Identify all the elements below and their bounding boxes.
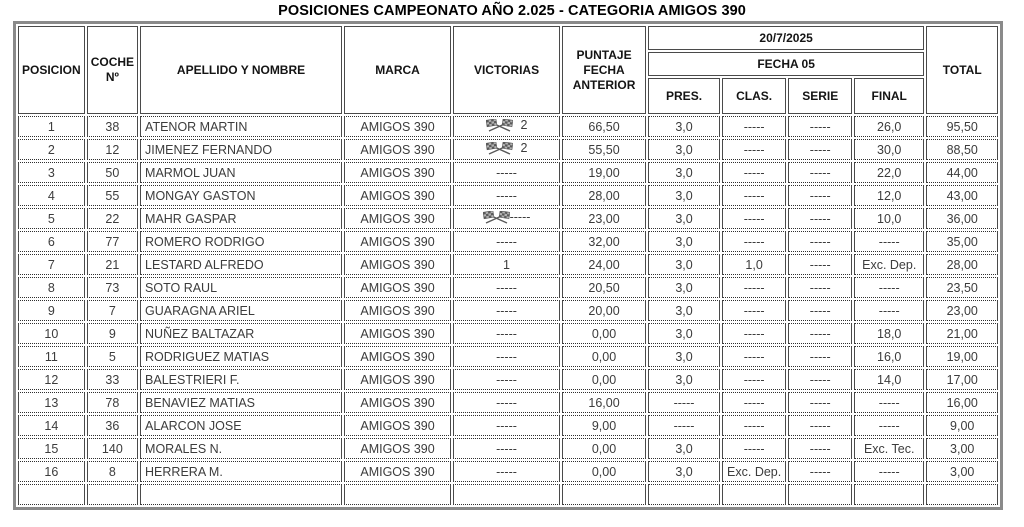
- cell-clas: -----: [722, 162, 786, 183]
- cell-final: -----: [854, 231, 924, 252]
- cell-nombre: MARMOL JUAN: [140, 162, 342, 183]
- cell-clas: -----: [722, 116, 786, 137]
- cell-coche: 38: [87, 116, 138, 137]
- col-header-pres: PRES.: [648, 78, 720, 114]
- cell-clas: -----: [722, 323, 786, 344]
- cell-victorias: -----: [453, 369, 560, 390]
- cell-marca: AMIGOS 390: [344, 254, 451, 275]
- cell-serie: -----: [788, 392, 852, 413]
- cell-serie: -----: [788, 139, 852, 160]
- cell-total: 23,50: [926, 277, 998, 298]
- cell-clas: -----: [722, 139, 786, 160]
- cell-marca: AMIGOS 390: [344, 369, 451, 390]
- cell-nombre: ATENOR MARTIN: [140, 116, 342, 137]
- cell-coche: 33: [87, 369, 138, 390]
- cell-pres: 3,0: [648, 323, 720, 344]
- cell-pres: 3,0: [648, 185, 720, 206]
- cell-marca: AMIGOS 390: [344, 415, 451, 436]
- cell-final: 30,0: [854, 139, 924, 160]
- cell-victorias: -----: [453, 323, 560, 344]
- table-row: [18, 369, 998, 390]
- cell-puntaje: 23,00: [562, 208, 646, 229]
- cell-coche: 21: [87, 254, 138, 275]
- cell-total: 43,00: [926, 185, 998, 206]
- cell-final: Exc. Dep.: [854, 254, 924, 275]
- cell-marca: AMIGOS 390: [344, 300, 451, 321]
- table-row: [18, 116, 998, 137]
- cell-total: 17,00: [926, 369, 998, 390]
- cell-final: 22,0: [854, 162, 924, 183]
- cell-coche: 50: [87, 162, 138, 183]
- cell-marca: AMIGOS 390: [344, 438, 451, 459]
- cell-coche: 55: [87, 185, 138, 206]
- cell-pres: 3,0: [648, 369, 720, 390]
- col-header-coche: COCHE Nº: [87, 26, 138, 114]
- cell-victorias: -----: [453, 185, 560, 206]
- cell-puntaje: 0,00: [562, 369, 646, 390]
- table-row: [18, 415, 998, 436]
- cell-final: 26,0: [854, 116, 924, 137]
- cell-final: 12,0: [854, 185, 924, 206]
- table-row: [18, 438, 998, 459]
- cell-clas: -----: [722, 415, 786, 436]
- cell-pres: 3,0: [648, 208, 720, 229]
- cell-posicion: 16: [18, 461, 85, 482]
- cell-pres: 3,0: [648, 300, 720, 321]
- table-row: [18, 277, 998, 298]
- victorias-text: -----: [509, 210, 531, 225]
- table-row: [18, 392, 998, 413]
- cell-posicion: 8: [18, 277, 85, 298]
- cell-serie: -----: [788, 300, 852, 321]
- cell-victorias: -----: [453, 415, 560, 436]
- cell-coche: 5: [87, 346, 138, 367]
- cell-puntaje: 32,00: [562, 231, 646, 252]
- cell-posicion: 6: [18, 231, 85, 252]
- cell-serie: -----: [788, 254, 852, 275]
- col-header-puntaje-anterior: PUNTAJE FECHA ANTERIOR: [562, 26, 646, 114]
- cell-puntaje: 0,00: [562, 461, 646, 482]
- cell-total: 95,50: [926, 116, 998, 137]
- cell-clas: Exc. Dep.: [722, 461, 786, 482]
- col-header-victorias: VICTORIAS: [453, 26, 560, 114]
- cell-total: 19,00: [926, 346, 998, 367]
- standings-table-frame: [13, 21, 1003, 510]
- cell-total: 88,50: [926, 139, 998, 160]
- cell-marca: AMIGOS 390: [344, 139, 451, 160]
- cell-victorias: -----: [453, 438, 560, 459]
- cell-pres: 3,0: [648, 254, 720, 275]
- standings-body: [18, 116, 998, 505]
- cell-total: 21,00: [926, 323, 998, 344]
- cell-marca: AMIGOS 390: [344, 392, 451, 413]
- cell-pres: 3,0: [648, 231, 720, 252]
- cell-victorias: -----: [453, 461, 560, 482]
- cell-victorias: -----: [453, 300, 560, 321]
- cell-nombre: [140, 484, 342, 505]
- cell-victorias: -----: [453, 277, 560, 298]
- cell-marca: AMIGOS 390: [344, 346, 451, 367]
- cell-coche: [87, 484, 138, 505]
- cell-marca: AMIGOS 390: [344, 231, 451, 252]
- col-header-marca: MARCA: [344, 26, 451, 114]
- cell-victorias: -----: [453, 346, 560, 367]
- cell-pres: 3,0: [648, 116, 720, 137]
- cell-posicion: 7: [18, 254, 85, 275]
- cell-victorias: -----: [453, 392, 560, 413]
- page-title: POSICIONES CAMPEONATO AÑO 2.025 - CATEGORIA AMIGOS 390: [278, 3, 746, 19]
- cell-pres: 3,0: [648, 162, 720, 183]
- cell-clas: -----: [722, 369, 786, 390]
- cell-nombre: MAHR GASPAR: [140, 208, 342, 229]
- cell-clas: -----: [722, 208, 786, 229]
- cell-nombre: MONGAY GASTON: [140, 185, 342, 206]
- empty-row: [18, 484, 998, 505]
- cell-marca: AMIGOS 390: [344, 162, 451, 183]
- cell-victorias: 1: [453, 254, 560, 275]
- cell-pres: 3,0: [648, 461, 720, 482]
- cell-serie: -----: [788, 162, 852, 183]
- cell-serie: -----: [788, 461, 852, 482]
- cell-clas: 1,0: [722, 254, 786, 275]
- cell-pres: [648, 484, 720, 505]
- cell-total: 3,00: [926, 438, 998, 459]
- cell-coche: 8: [87, 461, 138, 482]
- cell-victorias: [453, 484, 560, 505]
- cell-coche: 22: [87, 208, 138, 229]
- cell-posicion: 3: [18, 162, 85, 183]
- table-row: [18, 231, 998, 252]
- table-row: [18, 185, 998, 206]
- cell-final: 16,0: [854, 346, 924, 367]
- cell-clas: -----: [722, 185, 786, 206]
- cell-coche: 12: [87, 139, 138, 160]
- table-row: [18, 139, 998, 160]
- cell-puntaje: 28,00: [562, 185, 646, 206]
- cell-total: 28,00: [926, 254, 998, 275]
- table-row: [18, 208, 998, 229]
- cell-nombre: BENAVIEZ MATIAS: [140, 392, 342, 413]
- cell-posicion: 12: [18, 369, 85, 390]
- cell-nombre: RODRIGUEZ MATIAS: [140, 346, 342, 367]
- cell-serie: -----: [788, 208, 852, 229]
- cell-puntaje: [562, 484, 646, 505]
- table-row: [18, 323, 998, 344]
- cell-clas: [722, 484, 786, 505]
- cell-serie: -----: [788, 185, 852, 206]
- table-row: [18, 162, 998, 183]
- cell-coche: 36: [87, 415, 138, 436]
- cell-marca: [344, 484, 451, 505]
- cell-coche: 9: [87, 323, 138, 344]
- cell-marca: AMIGOS 390: [344, 323, 451, 344]
- cell-nombre: LESTARD ALFREDO: [140, 254, 342, 275]
- cell-nombre: GUARAGNA ARIEL: [140, 300, 342, 321]
- cell-marca: AMIGOS 390: [344, 116, 451, 137]
- cell-marca: AMIGOS 390: [344, 208, 451, 229]
- cell-puntaje: 55,50: [562, 139, 646, 160]
- cell-clas: -----: [722, 392, 786, 413]
- cell-posicion: 14: [18, 415, 85, 436]
- cell-coche: 73: [87, 277, 138, 298]
- cell-pres: 3,0: [648, 346, 720, 367]
- standings-table: [16, 24, 1000, 507]
- cell-marca: AMIGOS 390: [344, 461, 451, 482]
- cell-posicion: [18, 484, 85, 505]
- cell-pres: -----: [648, 392, 720, 413]
- cell-posicion: 9: [18, 300, 85, 321]
- cell-puntaje: 0,00: [562, 346, 646, 367]
- cell-final: -----: [854, 392, 924, 413]
- cell-puntaje: 20,50: [562, 277, 646, 298]
- cell-final: Exc. Tec.: [854, 438, 924, 459]
- cell-nombre: JIMENEZ FERNANDO: [140, 139, 342, 160]
- cell-coche: 140: [87, 438, 138, 459]
- cell-total: 44,00: [926, 162, 998, 183]
- col-header-posicion: POSICION: [18, 26, 85, 114]
- cell-marca: AMIGOS 390: [344, 277, 451, 298]
- cell-nombre: ROMERO RODRIGO: [140, 231, 342, 252]
- cell-posicion: 11: [18, 346, 85, 367]
- table-row: [18, 461, 998, 482]
- cell-puntaje: 0,00: [562, 438, 646, 459]
- cell-total: [926, 484, 998, 505]
- cell-serie: -----: [788, 277, 852, 298]
- victorias-text: 2: [520, 141, 528, 156]
- cell-total: 16,00: [926, 392, 998, 413]
- cell-clas: -----: [722, 300, 786, 321]
- cell-posicion: 1: [18, 116, 85, 137]
- cell-puntaje: 9,00: [562, 415, 646, 436]
- cell-puntaje: 19,00: [562, 162, 646, 183]
- cell-marca: AMIGOS 390: [344, 185, 451, 206]
- cell-total: 35,00: [926, 231, 998, 252]
- cell-final: [854, 484, 924, 505]
- cell-final: -----: [854, 277, 924, 298]
- cell-nombre: HERRERA M.: [140, 461, 342, 482]
- cell-coche: 78: [87, 392, 138, 413]
- header-fecha-label: FECHA 05: [648, 52, 924, 76]
- cell-posicion: 5: [18, 208, 85, 229]
- cell-clas: -----: [722, 231, 786, 252]
- header-fecha-date: 20/7/2025: [648, 26, 924, 50]
- table-row: [18, 346, 998, 367]
- cell-clas: -----: [722, 438, 786, 459]
- table-row: [18, 300, 998, 321]
- cell-pres: 3,0: [648, 438, 720, 459]
- col-header-serie: SERIE: [788, 78, 852, 114]
- cell-nombre: SOTO RAUL: [140, 277, 342, 298]
- cell-final: -----: [854, 300, 924, 321]
- cell-serie: -----: [788, 116, 852, 137]
- cell-total: 23,00: [926, 300, 998, 321]
- cell-posicion: 15: [18, 438, 85, 459]
- cell-puntaje: 66,50: [562, 116, 646, 137]
- cell-serie: -----: [788, 323, 852, 344]
- victorias-text: 2: [520, 118, 528, 133]
- cell-serie: -----: [788, 231, 852, 252]
- cell-puntaje: 20,00: [562, 300, 646, 321]
- cell-total: 9,00: [926, 415, 998, 436]
- cell-serie: -----: [788, 438, 852, 459]
- cell-clas: -----: [722, 346, 786, 367]
- table-row: [18, 254, 998, 275]
- checkered-flags-icon: [486, 142, 513, 155]
- cell-posicion: 10: [18, 323, 85, 344]
- cell-puntaje: 16,00: [562, 392, 646, 413]
- cell-serie: -----: [788, 369, 852, 390]
- cell-total: 3,00: [926, 461, 998, 482]
- cell-puntaje: 0,00: [562, 323, 646, 344]
- cell-victorias: -----: [453, 231, 560, 252]
- col-header-final: FINAL: [854, 78, 924, 114]
- cell-victorias: -----: [453, 162, 560, 183]
- cell-serie: -----: [788, 415, 852, 436]
- cell-pres: 3,0: [648, 277, 720, 298]
- cell-victorias: [453, 139, 560, 160]
- cell-posicion: 2: [18, 139, 85, 160]
- cell-nombre: BALESTRIERI F.: [140, 369, 342, 390]
- cell-coche: 77: [87, 231, 138, 252]
- cell-posicion: 4: [18, 185, 85, 206]
- cell-victorias: [453, 208, 560, 229]
- col-header-nombre: APELLIDO Y NOMBRE: [140, 26, 342, 114]
- cell-puntaje: 24,00: [562, 254, 646, 275]
- cell-posicion: 13: [18, 392, 85, 413]
- checkered-flags-icon: [486, 119, 513, 132]
- col-header-clas: CLAS.: [722, 78, 786, 114]
- cell-serie: [788, 484, 852, 505]
- cell-final: 10,0: [854, 208, 924, 229]
- cell-final: 14,0: [854, 369, 924, 390]
- cell-pres: 3,0: [648, 139, 720, 160]
- cell-pres: -----: [648, 415, 720, 436]
- cell-final: 18,0: [854, 323, 924, 344]
- cell-coche: 7: [87, 300, 138, 321]
- cell-clas: -----: [722, 277, 786, 298]
- cell-nombre: NUÑEZ BALTAZAR: [140, 323, 342, 344]
- cell-nombre: ALARCON JOSE: [140, 415, 342, 436]
- checkered-flags-icon: [483, 211, 510, 224]
- cell-nombre: MORALES N.: [140, 438, 342, 459]
- cell-total: 36,00: [926, 208, 998, 229]
- cell-serie: -----: [788, 346, 852, 367]
- cell-victorias: [453, 116, 560, 137]
- cell-final: -----: [854, 415, 924, 436]
- col-header-total: TOTAL: [926, 26, 998, 114]
- cell-final: -----: [854, 461, 924, 482]
